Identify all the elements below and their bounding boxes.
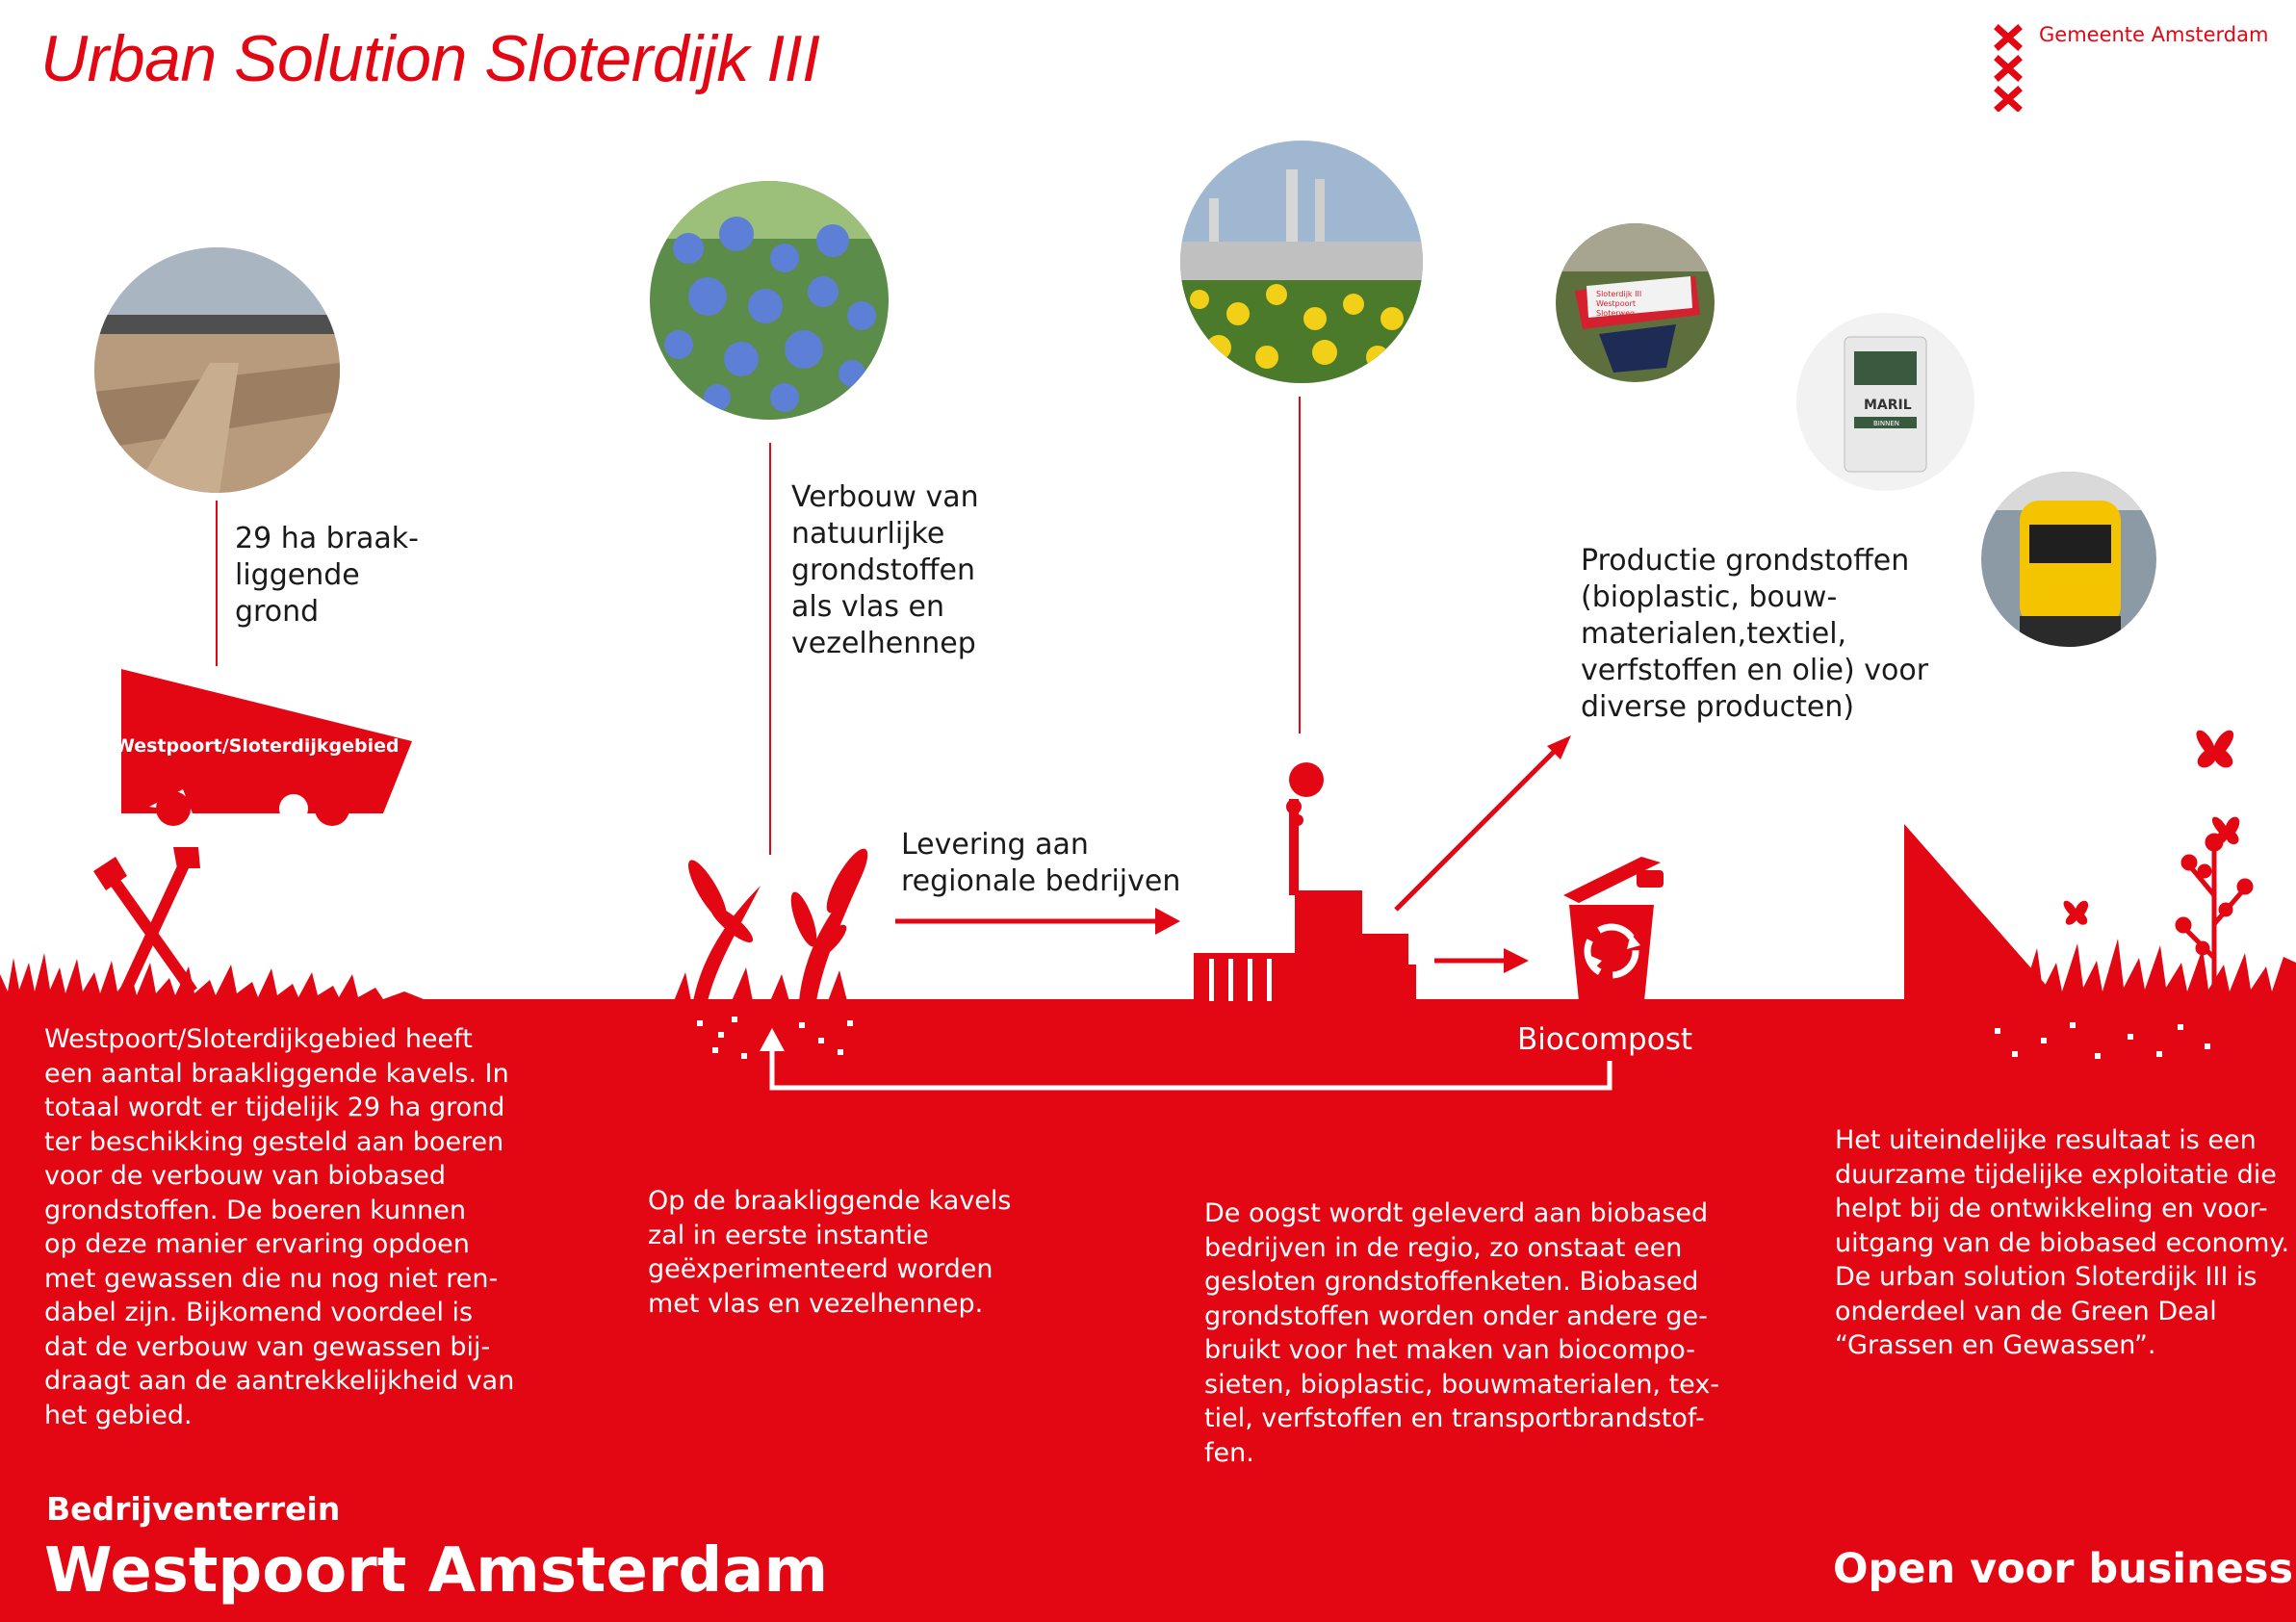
truck-label-text: Westpoort/Sloterdijkgebied: [115, 735, 400, 757]
logo-text: Gemeente Amsterdam: [2039, 23, 2269, 46]
wheat-icon: [674, 844, 875, 1001]
paragraph-line: dabel zijn. Bijkomend voordeel is: [44, 1298, 474, 1327]
paragraph-line: De urban solution Sloterdijk III is: [1835, 1262, 2257, 1292]
paragraph-line: Op de braakliggende kavels: [648, 1186, 1012, 1216]
label-production: [1581, 543, 1928, 726]
label-crops: [791, 479, 979, 662]
paragraph-line: met vlas en vezelhennep.: [648, 1288, 984, 1319]
paragraph-line: met gewassen die nu nog niet ren-: [44, 1263, 499, 1294]
footer-tagline: Open voor business: [1833, 1545, 2294, 1593]
paragraph-line: onderdeel van de Green Deal: [1835, 1296, 2217, 1326]
paragraph-4: [1835, 1123, 2289, 1363]
footer-title: Westpoort Amsterdam: [44, 1535, 829, 1607]
label-delivery-line: regionale bedrijven: [901, 864, 1181, 898]
footer-subtitle: Bedrijventerrein: [46, 1490, 341, 1528]
label-crops-line: als vlas en: [791, 590, 944, 624]
label-crops-line: Verbouw van: [791, 480, 979, 514]
paragraph-line: bruikt voor het maken van biocompo-: [1204, 1335, 1696, 1365]
paragraph-line: bedrijven in de regio, zo onstaat een: [1204, 1232, 1683, 1263]
label-land-line: liggende: [235, 558, 360, 592]
label-production-line: (bioplastic, bouw-: [1581, 580, 1838, 614]
paragraph-line: totaal wordt er tijdelijk 29 ha grond: [44, 1093, 505, 1122]
photo-biobased-sign: [1556, 223, 1715, 382]
hill-shape: [1904, 824, 2060, 1001]
label-biocompost: Biocompost: [1517, 1022, 1693, 1057]
paragraph-line: op deze manier ervaring opdoen: [44, 1229, 470, 1259]
paragraph-line: duurzame tijdelijke exploitatie die: [1835, 1159, 2277, 1190]
paragraph-line: helpt bij de ontwikkeling en voor-: [1835, 1194, 2268, 1223]
photo-train: [1981, 472, 2156, 647]
paragraph-1: [44, 1022, 514, 1432]
paragraph-line: De oogst wordt geleverd aan biobased: [1204, 1198, 1709, 1228]
paint-brand: MARIL: [1864, 398, 1912, 413]
paragraph-line: geëxperimenteerd worden: [648, 1254, 993, 1284]
paragraph-line: voor de verbouw van biobased: [44, 1161, 447, 1191]
label-land-line: 29 ha braak-: [235, 522, 419, 555]
photo-flax-field: [650, 181, 889, 420]
sign-line-1: Sloterdijk III: [1596, 290, 1642, 298]
label-production-line: Productie grondstoffen: [1581, 544, 1910, 578]
arrow-compost: [1434, 948, 1529, 973]
paint-sub: BINNEN: [1873, 420, 1899, 427]
grass-left: [0, 953, 424, 1001]
label-crops-line: natuurlijke: [791, 517, 945, 551]
paragraph-line: Het uiteindelijke resultaat is een: [1835, 1125, 2257, 1155]
paragraph-line: grondstoffen worden onder andere ge-: [1204, 1300, 1708, 1331]
paragraph-2: [648, 1184, 1011, 1321]
paragraph-line: Westpoort/Sloterdijkgebied heeft: [44, 1024, 473, 1054]
paragraph-line: sieten, bioplastic, bouwmaterialen, tex-: [1204, 1369, 1720, 1400]
photo-power-plant: [1180, 141, 1423, 383]
paragraph-line: grondstoffen. De boeren kunnen: [44, 1195, 467, 1225]
label-crops-line: grondstoffen: [791, 554, 976, 587]
sign-line-3: Sloterweg: [1596, 309, 1636, 318]
page-title: Urban Solution Sloterdijk III: [40, 22, 820, 95]
arrow-production: [1396, 735, 1571, 910]
paragraph-line: uitgang van de biobased economy.: [1835, 1227, 2290, 1258]
paragraph-line: dat de verbouw van gewassen bij-: [44, 1331, 491, 1362]
paragraph-line: het gebied.: [44, 1400, 193, 1430]
label-land-line: grond: [235, 595, 320, 629]
paragraph-line: “Grassen en Gewassen”.: [1835, 1330, 2156, 1360]
photo-paint-can: [1796, 313, 1974, 491]
label-production-line: verfstoffen en olie) voor: [1581, 654, 1929, 687]
factory-icon: [1194, 762, 1416, 1001]
label-delivery: [901, 827, 1180, 900]
paragraph-line: zal in eerste instantie: [648, 1220, 929, 1250]
paragraph-line: tiel, verfstoffen en transportbrandstof-: [1204, 1403, 1705, 1433]
paragraph-line: een aantal braakliggende kavels. In: [44, 1058, 509, 1089]
paragraph-line: fen.: [1204, 1437, 1254, 1468]
label-crops-line: vezelhennep: [791, 627, 976, 660]
label-production-line: materialen,textiel,: [1581, 617, 1847, 651]
label-land: [235, 521, 419, 631]
paragraph-line: draagt aan de aantrekkelijkheid van: [44, 1366, 515, 1396]
recycle-bin-icon: [1563, 857, 1664, 1001]
paragraph-line: gesloten grondstoffenketen. Biobased: [1204, 1267, 1699, 1297]
label-delivery-line: Levering aan: [901, 828, 1089, 862]
paragraph-3: [1204, 1197, 1719, 1470]
label-production-line: diverse producten): [1581, 690, 1855, 724]
shovel-head-icon: [173, 847, 200, 868]
paragraph-line: ter beschikking gesteld aan boeren: [44, 1126, 504, 1157]
sign-line-2: Westpoort: [1596, 299, 1636, 308]
xxx-cross-icon: [1993, 23, 2025, 112]
photo-bare-land: [94, 247, 340, 493]
arrow-delivery: [895, 908, 1180, 935]
